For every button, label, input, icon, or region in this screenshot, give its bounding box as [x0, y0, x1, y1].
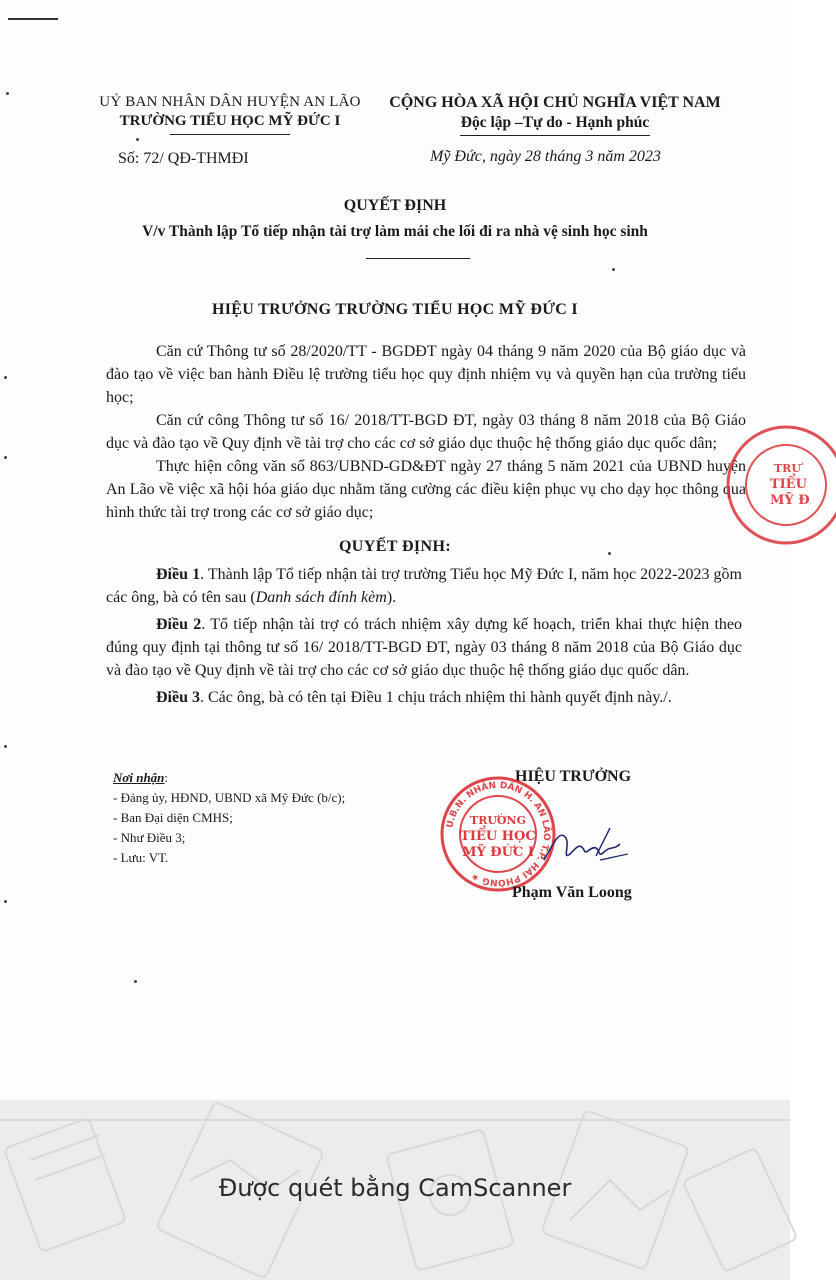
decision-title: QUYẾT ĐỊNH: [343, 197, 447, 214]
recipients-list: [113, 768, 345, 868]
scan-speck: [4, 900, 7, 903]
articles: [106, 563, 742, 713]
org-line2: TRƯỜNG TIỂU HỌC MỸ ĐỨC I: [119, 113, 341, 129]
handwritten-signature-icon: [540, 820, 630, 880]
article-1-text: . Thành lập Tổ tiếp nhận tài trợ trường Tiểu học Mỹ Đức I, năm học 2022-2023 gồm các ông, bà có tên sau (: [106, 566, 743, 606]
article-2: [106, 613, 742, 682]
recipients-label: Nơi nhận: [113, 770, 165, 785]
nation-line2: Độc lập –Tự do - Hạnh phúc: [460, 114, 650, 131]
svg-text:TIỂU: TIỂU: [770, 477, 808, 492]
preamble: [106, 340, 746, 524]
svg-text:U.B.N. NHÂN DÂN H. AN LÃO T.P.: U.B.N. NHÂN DÂN H. AN LÃO T.P. HẢI PHÒNG ★: [445, 780, 552, 888]
svg-text:MỸ ĐỨC I: MỸ ĐỨC I: [462, 845, 534, 860]
svg-text:TIỂU HỌC: TIỂU HỌC: [460, 829, 536, 844]
top-rule: [8, 18, 58, 20]
article-2-label: Điều 2: [156, 616, 202, 633]
signer-name: Phạm Văn Loong: [512, 884, 632, 901]
decision-heading: QUYẾT ĐỊNH:: [338, 538, 452, 555]
article-1: [106, 563, 742, 609]
scan-speck: [134, 980, 137, 983]
nation-line1: CỘNG HÒA XÃ HỘI CHỦ NGHĨA VIỆT NAM: [389, 94, 721, 111]
doc-date: Mỹ Đức, ngày 28 tháng 3 năm 2023: [430, 148, 661, 165]
nation-rule: [460, 135, 650, 136]
article-3: [106, 686, 742, 709]
scan-speck: [4, 376, 7, 379]
scan-speck: [4, 745, 7, 748]
recipients-colon: :: [164, 770, 169, 785]
signature-title: HIỆU TRƯỞNG: [515, 768, 632, 785]
preamble-item: Thực hiện công văn số 863/UBND-GD&ĐT ngày 27 tháng 5 năm 2021 của UBND huyện An Lão về việc xã hội hóa giáo dục nhằm tăng cường các điều kiện phục vụ cho dạy học thông qua hình thức tài trợ trong các cơ sở giáo dục;: [106, 458, 746, 521]
title-rule: [366, 258, 470, 259]
authority-title: HIỆU TRƯỞNG TRƯỜNG TIỂU HỌC MỸ ĐỨC I: [212, 301, 578, 318]
recipient-item: - Ban Đại diện CMHS;: [113, 810, 233, 825]
recipient-item: - Như Điều 3;: [113, 830, 186, 845]
nation-header: [375, 93, 735, 136]
camscanner-label: Được quét bằng CamScanner: [218, 1174, 572, 1202]
org-line1: UỶ BAN NHÂN DÂN HUYỆN AN LÃO: [99, 94, 361, 110]
decision-subject: V/v Thành lập Tổ tiếp nhận tài trợ làm mái che lối đi ra nhà vệ sinh học sinh: [142, 223, 648, 240]
scan-speck: [6, 92, 9, 95]
article-3-text: . Các ông, bà có tên tại Điều 1 chịu trách nhiệm thi hành quyết định này./.: [200, 689, 672, 706]
article-2-text: . Tổ tiếp nhận tài trợ có trách nhiệm xây dựng kế hoạch, triển khai thực hiện theo đúng quy định tại thông tư số 16/ 2018/TT-BGD ĐT, ngày 03 tháng 8 năm 2018 của Bộ Giáo dục và đào tạo về Quy định về tài trợ cho các cơ sở giáo dục thuộc hệ thống giáo dục quốc dân.: [106, 616, 743, 679]
partial-seal-icon: [726, 420, 836, 550]
scan-speck: [4, 456, 7, 459]
org-rule: [170, 134, 290, 135]
scan-speck: [608, 552, 611, 555]
svg-text:TRƯỜNG: TRƯỜNG: [470, 814, 526, 827]
preamble-item: Căn cứ Thông tư số 28/2020/TT - BGDĐT ngày 04 tháng 9 năm 2020 của Bộ giáo dục và đào tạo về việc ban hành Điều lệ trường tiểu học quy định nhiệm vụ và quyền hạn của trường tiểu học;: [106, 343, 746, 406]
scan-speck: [136, 138, 139, 141]
article-1-label: Điều 1: [156, 566, 201, 583]
article-1-end: ).: [386, 589, 397, 606]
article-1-italic: Danh sách đính kèm: [255, 589, 387, 606]
recipient-item: - Đảng ủy, HĐND, UBND xã Mỹ Đức (b/c);: [113, 790, 346, 805]
org-header: [70, 93, 390, 135]
doc-number: Số: 72/ QĐ-THMĐI: [118, 150, 249, 167]
svg-text:MỸ Đ: MỸ Đ: [770, 493, 810, 508]
recipient-item: - Lưu: VT.: [113, 850, 169, 865]
svg-text:TRƯ: TRƯ: [774, 462, 801, 475]
article-3-label: Điều 3: [156, 689, 200, 706]
recipients-heading: [113, 768, 345, 788]
scan-speck: [612, 268, 615, 271]
preamble-item: Căn cứ công Thông tư số 16/ 2018/TT-BGD ĐT, ngày 03 tháng 8 năm 2018 của Bộ Giáo dục và đào tạo về Quy định về tài trợ cho các cơ sở giáo dục thuộc hệ thống giáo dục quốc dân;: [106, 412, 746, 452]
